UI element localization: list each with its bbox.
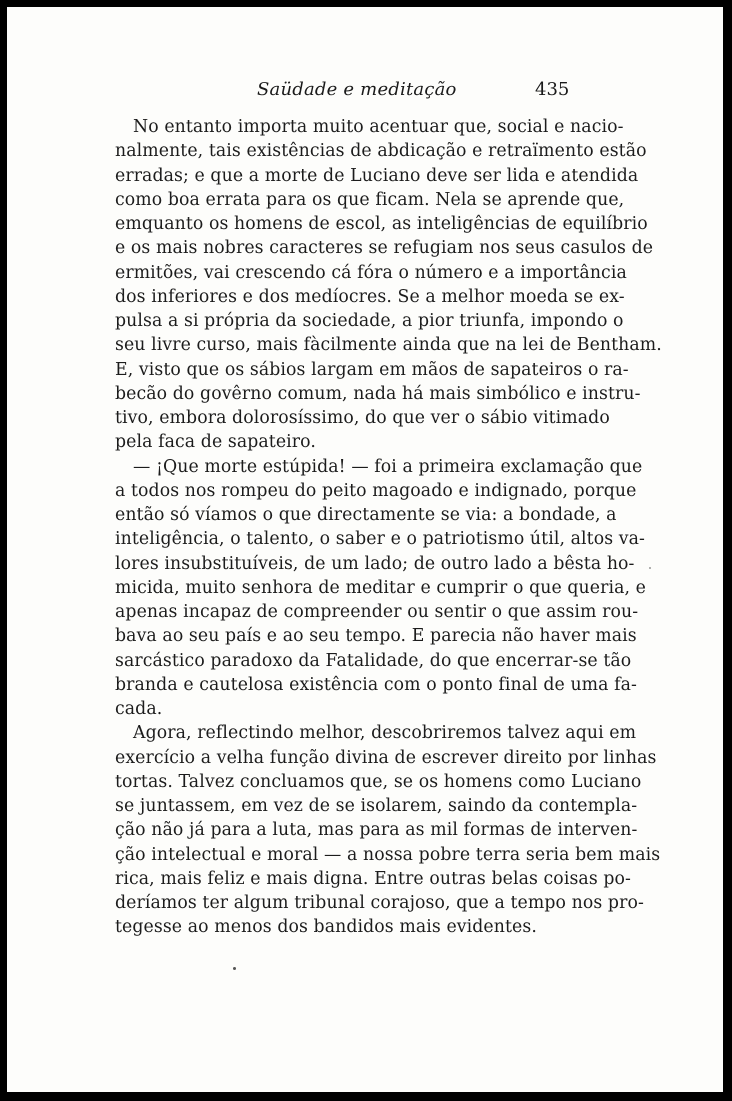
text-line: então só víamos o que directamente se via: a bondade, a [115,505,617,525]
text-line: pulsa a si própria da sociedade, a pior triunfa, impondo o [115,311,624,331]
text-line: dos inferiores e dos medíocres. Se a melhor moeda se ex- [115,286,625,307]
text-line: rica, mais feliz e mais digna. Entre outras belas coisas po- [115,868,631,889]
page-number: 435 [535,79,570,100]
text-line: seu livre curso, mais fàcilmente ainda que na lei de Bentham. [115,335,662,356]
text-line: erradas; e que a morte de Luciano deve ser lida e atendida [115,165,639,186]
text-line: cada. [115,699,163,719]
running-title: Saüdade e meditação [257,79,457,100]
book-page [7,7,723,1092]
text-line: emquanto os homens de escol, as inteligências de equilíbrio [115,214,648,234]
text-line: No entanto importa muito acentuar que, social e nacio- [133,117,624,137]
ink-speck [649,567,651,569]
text-line: tortas. Talvez concluamos que, se os homens como Luciano [115,771,642,792]
text-line: Agora, reflectindo melhor, descobriremos talvez aqui em [133,723,637,744]
text-line: bava ao seu país e ao seu tempo. E parecia não haver mais [115,626,637,647]
text-line: sarcástico paradoxo da Fatalidade, do que encerrar-se tão [115,650,632,671]
text-line: a todos nos rompeu do peito magoado e indignado, porque [115,480,637,501]
text-line: exercício a velha função divina de escrever direito por linhas [115,747,657,768]
text-line: se juntassem, em vez de se isolarem, saindo da contempla- [115,796,638,816]
text-line: tivo, embora dolorosíssimo, do que ver o sábio vitimado [115,408,610,428]
paragraph-3 [115,721,661,939]
text-line: ermitões, vai crescendo cá fóra o número e a importância [115,262,627,283]
text-line: ção não já para a luta, mas para as mil formas de interven- [115,820,638,841]
text-line: inteligência, o talento, o saber e o patriotismo útil, altos va- [115,529,645,550]
paragraph-2 [115,455,647,722]
running-header [7,79,723,109]
text-line: apenas incapaz de compreender ou sentir o que assim rou- [115,602,639,622]
text-line: como boa errata para os que ficam. Nela se aprende que, [115,189,625,210]
text-line: e os mais nobres caracteres se refugiam nos seus casulos de [115,238,654,259]
text-line: micida, muito senhora de meditar e cumprir o que queria, e [115,577,647,598]
ink-speck [233,967,236,970]
text-line: nalmente, tais existências de abdicação e retraïmento estão [115,141,647,162]
text-line: branda e cautelosa existência com o ponto final de uma fa- [115,674,637,695]
paragraph-1 [115,115,662,455]
text-line: becão do govêrno comum, nada há mais simbólico e instru- [115,383,641,404]
text-line: — ¡Que morte estúpida! — foi a primeira exclamação que [133,456,643,477]
text-line: lores insubstituíveis, de um lado; de outro lado a bêsta ho- [115,553,635,574]
body-text [115,115,662,940]
text-line: ção intelectual e moral — a nossa pobre terra seria bem mais [115,844,661,865]
text-line: deríamos ter algum tribunal corajoso, que a tempo nos pro- [115,893,644,913]
text-line: E, visto que os sábios largam em mãos de sapateiros o ra- [115,359,629,380]
text-line: pela faca de sapateiro. [115,432,316,453]
text-line: tegesse ao menos dos bandidos mais evidentes. [115,917,537,938]
